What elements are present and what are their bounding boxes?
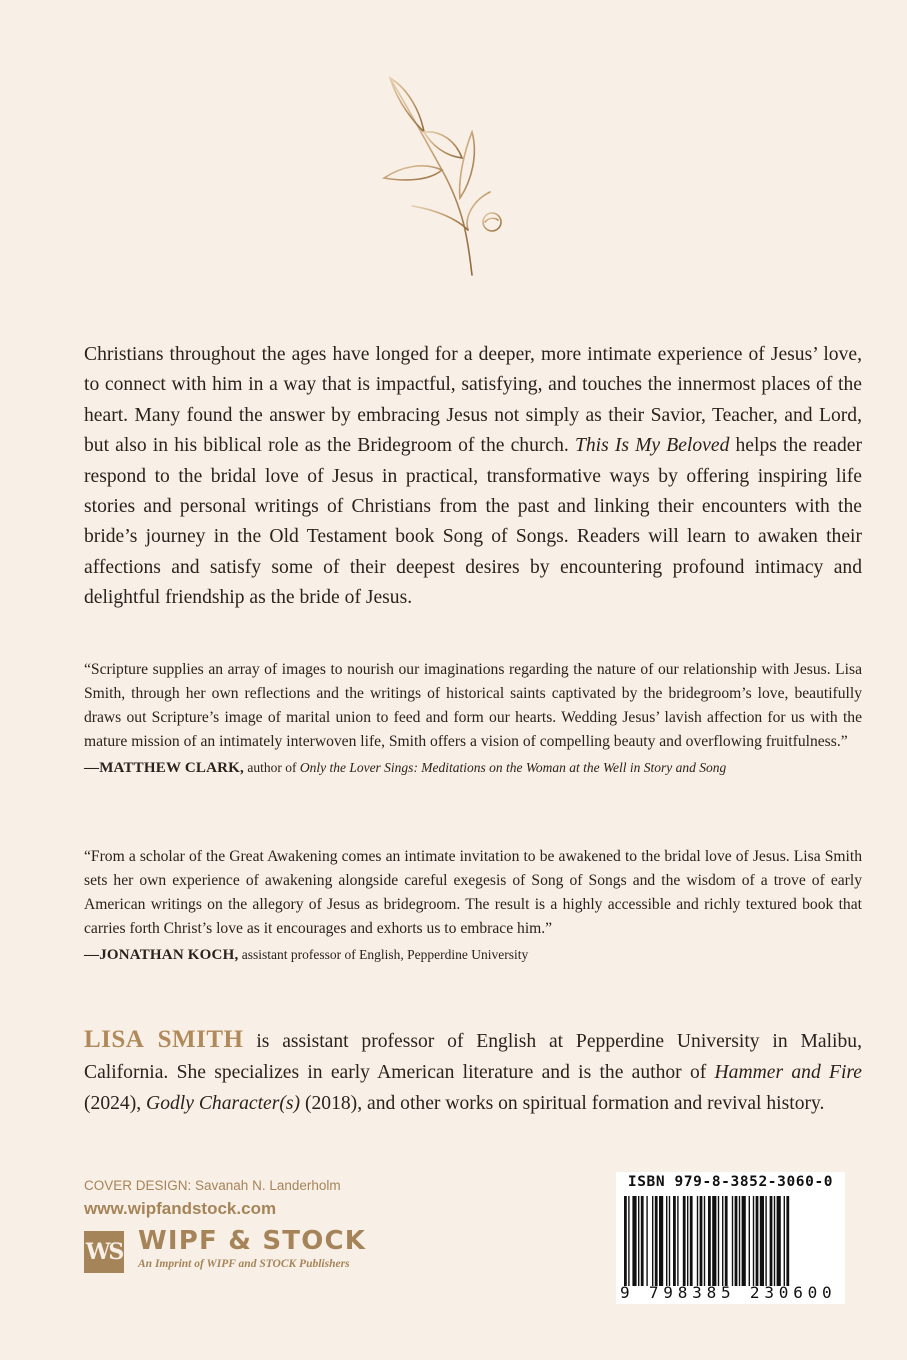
endorser-name: —JONATHAN KOCH,	[84, 947, 239, 963]
endorsement-attribution	[84, 758, 862, 778]
bio-text-1: is assistant professor of English at Pepperdine University in Malibu, California. She specializes in early American literature and is the author of	[84, 1031, 862, 1083]
endorser-role: author of	[243, 760, 300, 775]
barcode-bars-icon	[622, 1196, 840, 1286]
publisher-imprint: An Imprint of WIPF and STOCK Publishers	[138, 1258, 350, 1270]
endorsement-attribution	[84, 945, 862, 965]
blurb-text-2: helps the reader respond to the bridal love of Jesus in practical, transformative ways by offering inspiring life stories and personal writings of Christians from the past and linking their encounters with the bride’s journey in the Old Testament book Song of Songs. Readers will learn to awaken their affections and satisfy some of their deepest desires by encountering profound intimacy and delightful friendship as the bride of Jesus.	[84, 435, 863, 609]
ws-logo-icon: WS	[84, 1231, 124, 1273]
publisher-name: WIPF & STOCK	[138, 1226, 367, 1256]
cover-design-credit: COVER DESIGN: Savanah N. Landerholm	[84, 1178, 341, 1193]
bio-book-1: Hammer and Fire	[714, 1062, 862, 1083]
endorser-work: Only the Lover Sings: Meditations on the Woman at the Well in Story and Song	[299, 760, 727, 775]
endorsement-1	[84, 658, 862, 778]
endorsement-text: “Scripture supplies an array of images to nourish our imaginations regarding the nature of our relationship with Jesus. Lisa Smith, through her own reflections and the writings of historical saints captivated by the bridegroom’s love, beautifully draws out Scripture’s image of marital union to feed and form our hearts. Wedding Jesus’ lavish affection for us with the mature mission of an intimately interwoven life, Smith offers a vision of compelling beauty and overflowing fruitfulness.”	[84, 661, 862, 750]
barcode-digits: 9 798385 230600	[620, 1283, 837, 1302]
publisher-website-link[interactable]: www.wipfandstock.com	[84, 1199, 277, 1218]
endorsement-text: “From a scholar of the Great Awakening comes an intimate invitation to be awakened to the bridal love of Jesus. Lisa Smith sets her own experience of awakening alongside careful exegesis of Song of Songs and the wisdom of a trove of early American writings on the allegory of Jesus as bridegroom. The result is a highly accessible and richly textured book that carries forth Christ’s love as it encourages and exhorts us to embrace him.”	[84, 848, 862, 937]
publisher-logo	[84, 1228, 394, 1276]
endorser-name: —MATTHEW CLARK,	[84, 760, 244, 776]
endorsement-2	[84, 845, 862, 965]
bio-book-2: Godly Character(s)	[146, 1093, 301, 1114]
credits	[84, 1176, 341, 1222]
bio-text-3: (2018), and other works on spiritual formation and revival history.	[300, 1093, 825, 1114]
olive-branch-icon	[372, 70, 502, 285]
isbn-label: ISBN 979-8-3852-3060-0	[627, 1174, 834, 1190]
bio-text-2: (2024),	[84, 1093, 147, 1114]
blurb-text-1: Christians throughout the ages have longed for a deeper, more intimate experience of Jesus’ love, to connect with him in a way that is impactful, satisfying, and touches the innermost places of the heart. Many found the answer by embracing Jesus not simply as their Savior, Teacher, and Lord, but also in his biblical role as the Bridegroom of the church.	[84, 344, 862, 457]
endorser-role: assistant professor of English, Pepperdine University	[238, 947, 529, 962]
author-name: LISA SMITH	[84, 1026, 244, 1053]
book-title: This Is My Beloved	[574, 435, 730, 457]
isbn-barcode	[616, 1172, 845, 1304]
book-description	[84, 340, 862, 614]
author-bio	[84, 1024, 862, 1119]
